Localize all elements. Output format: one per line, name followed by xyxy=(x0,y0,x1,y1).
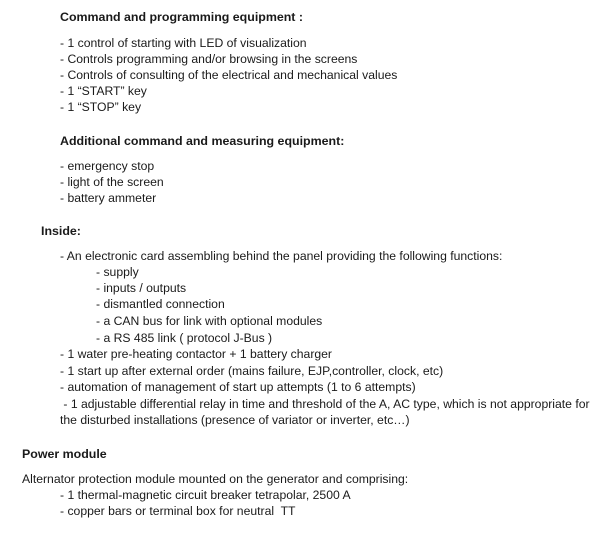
card-intro: - An electronic card assembling behind the panel providing the following functions: xyxy=(60,249,503,263)
card-function-item: - a RS 485 link ( protocol J-Bus ) xyxy=(96,331,273,345)
card-function-item: - supply xyxy=(96,265,139,279)
power-module-heading: Power module xyxy=(22,447,107,461)
list-item: - Controls programming and/or browsing in the screens xyxy=(60,52,358,66)
list-item: - 1 “START” key xyxy=(60,84,147,98)
list-item: - 1 control of starting with LED of visualization xyxy=(60,36,307,50)
additional-command-heading: Additional command and measuring equipment: xyxy=(60,134,345,148)
list-item: - 1 “STOP” key xyxy=(60,100,142,114)
list-item: - 1 thermal-magnetic circuit breaker tetrapolar, 2500 A xyxy=(60,488,351,502)
list-item: - Controls of consulting of the electrical and mechanical values xyxy=(60,68,398,82)
list-item: - automation of management of start up attempts (1 to 6 attempts) xyxy=(60,380,416,394)
list-item: - 1 start up after external order (mains failure, EJP,controller, clock, etc) xyxy=(60,364,444,378)
inside-heading: Inside: xyxy=(41,224,81,238)
list-item: - 1 water pre-heating contactor + 1 battery charger xyxy=(60,347,332,361)
card-function-item: - dismantled connection xyxy=(96,297,225,311)
list-item: - emergency stop xyxy=(60,159,155,173)
card-function-item: - a CAN bus for link with optional modules xyxy=(96,314,323,328)
power-module-intro: Alternator protection module mounted on the generator and comprising: xyxy=(22,472,409,486)
list-item: - light of the screen xyxy=(60,175,164,189)
list-item: - battery ammeter xyxy=(60,191,157,205)
list-item: - copper bars or terminal box for neutral TT xyxy=(60,504,296,518)
list-item: - 1 adjustable differential relay in time and threshold of the A, AC type, which is not appropriate for the disturbed installations (presence of variator or inverter, etc…) xyxy=(60,397,593,427)
card-function-item: - inputs / outputs xyxy=(96,281,187,295)
command-programming-heading: Command and programming equipment : xyxy=(60,10,304,24)
